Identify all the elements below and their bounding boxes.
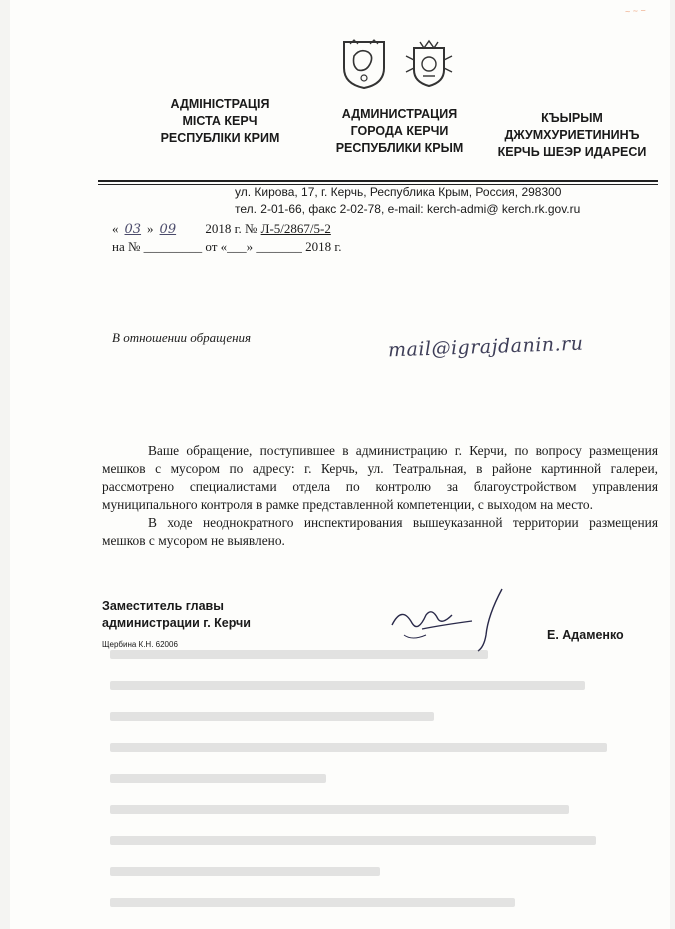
header-crt-line1: КЪЫРЫМ (541, 111, 603, 125)
ref-month: 09 (159, 222, 177, 237)
reference-block (112, 220, 342, 255)
address-line1: ул. Кирова, 17, г. Керчь, Республика Крым, Россия, 298300 (235, 185, 562, 199)
kerch-coat-of-arms-icon (404, 38, 454, 90)
signatory-name: Е. Адаменко (547, 628, 624, 642)
header-rus-line1: АДМИНИСТРАЦИЯ (341, 107, 458, 121)
handwritten-signature (382, 585, 512, 655)
header-rus-line3: РЕСПУБЛИКИ КРЫМ (335, 141, 464, 155)
crimea-coat-of-arms-icon (340, 38, 388, 90)
ref-number: Л-5/2867/5-2 (260, 221, 331, 236)
bleed-through-background (110, 650, 650, 929)
ref-day: 03 (124, 222, 142, 237)
signatory-title (102, 598, 251, 632)
body-paragraph-2: В ходе неоднократного инспектирования вышеуказанной территории размещения мешков с мусором не выявлено. (102, 515, 658, 548)
header-russian (312, 106, 487, 157)
letter-page (10, 0, 670, 929)
header-crimean-tatar (482, 110, 662, 161)
executor-info: Щербина К.Н. 62006 (102, 640, 178, 649)
reply-reference: на № _________ от «___» _______ 2018 г. (112, 239, 342, 254)
header-ukr-line2: МІСТА КЕРЧ (182, 114, 258, 128)
signatory-title-line2: администрации г. Керчи (102, 616, 251, 630)
ref-year: 2018 г. № (205, 221, 258, 236)
header-ukr-line1: АДМІНІСТРАЦІЯ (170, 97, 270, 111)
address-line2: тел. 2-01-66, факс 2-02-78, e-mail: kerch-admi@ kerch.rk.gov.ru (235, 202, 581, 216)
stamp-mark: ~ ~ ~ (624, 5, 647, 17)
handwritten-email: mail@igrajdanin.ru (387, 332, 584, 362)
subject-label: В отношении обращения (112, 330, 252, 345)
signatory-title-line1: Заместитель главы (102, 599, 224, 613)
body-paragraph-1: Ваше обращение, поступившее в администрацию г. Керчи, по вопросу размещения мешков с мусором по адресу: г. Керчь, ул. Театральная, в районе картинной галереи, рассмотрено специалистами отдела по контролю за благоустройством управления муниципального контроля в рамке представленной компетенции, с выходом на место. (102, 443, 658, 512)
header-ukr-line3: РЕСПУБЛІКИ КРИМ (160, 131, 280, 145)
address-block (235, 184, 580, 218)
outgoing-reference: « 03 » 09 2018 г. № Л-5/2867/5-2 (112, 221, 331, 237)
header-crt-line2: ДЖУМХУРИЕТИНИНЪ (504, 128, 640, 142)
header-rule-thick (98, 180, 658, 182)
header-crt-line3: КЕРЧЬ ШЕЭР ИДАРЕСИ (497, 145, 647, 159)
header-rus-line2: ГОРОДА КЕРЧИ (350, 124, 449, 138)
header-ukrainian (140, 96, 300, 147)
letter-body (102, 442, 658, 550)
